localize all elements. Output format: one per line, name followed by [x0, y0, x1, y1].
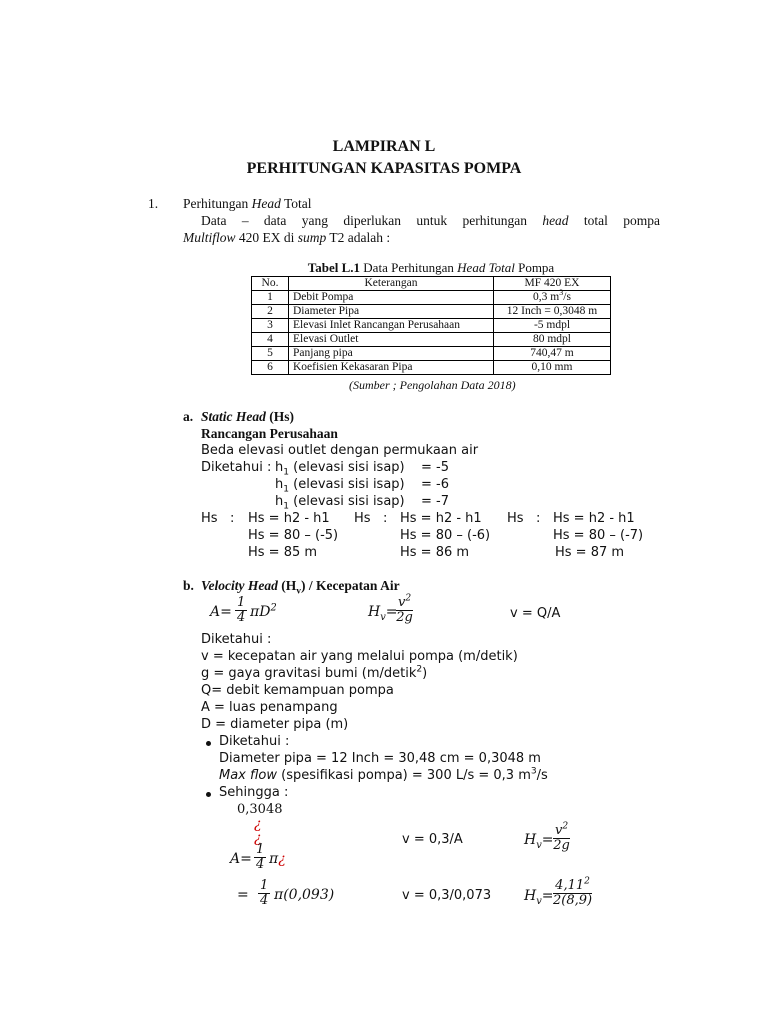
formula-head-fraction: $\frac{v^2}{2g}$ [396, 593, 413, 625]
hs-label: Hs [201, 511, 218, 526]
calc-head2-fraction: $\frac{4,11^2}{2(8,9)}$ [553, 876, 593, 908]
render-error-glyph: ¿ [254, 830, 262, 846]
calc-area-eq2-rhs: π(0,093) [274, 887, 335, 903]
bullet-text: Sehingga : [219, 785, 289, 800]
table-cell: 80 mdpl [494, 333, 611, 347]
table-cell: 3 [252, 319, 289, 333]
render-error-glyph: ¿ [254, 816, 262, 832]
table-cell: Koefisien Kekasaran Pipa [289, 361, 494, 375]
table-cell: Panjang pipa [289, 347, 494, 361]
table-cell: Diameter Pipa [289, 305, 494, 319]
formula-area-fraction: $\frac{1}{4}$ [237, 595, 246, 625]
calc-area-pi: π¿ [269, 851, 286, 867]
table-cell: Elevasi Outlet [289, 333, 494, 347]
given-flow: Max flow (spesifikasi pompa) = 300 L/s = 0,3 $m^3/s$ [219, 766, 548, 783]
hs-formula: Hs = h2 - h1 [553, 511, 635, 526]
table-cell: 1 [252, 291, 289, 305]
h-line: $h_1$ (elevasi sisi isap) [275, 494, 405, 512]
calc-head-lhs: $H_v=$ [524, 832, 554, 851]
hs-formula: Hs = h2 - h1 [400, 511, 482, 526]
definition-line: A = luas penampang [201, 700, 338, 715]
hs-colon: : [383, 511, 388, 526]
table-cell: 4 [252, 333, 289, 347]
hs-formula: Hs = 80 – (-6) [400, 528, 491, 543]
h-line: $h_1$ (elevasi sisi isap) [275, 477, 405, 495]
known-label: Diketahui : [201, 460, 272, 475]
formula-velocity: v = Q/A [510, 606, 561, 621]
table-cell: 6 [252, 361, 289, 375]
table-cell: 0,3 $m^3/s$ [494, 291, 611, 305]
calc-area-eq2-lhs: = [237, 887, 249, 903]
hs-colon: : [230, 511, 235, 526]
table-cell: 0,10 mm [494, 361, 611, 375]
calc-head2-lhs: $H_v=$ [524, 888, 554, 907]
table-header-no: No. [252, 277, 289, 291]
h-value: = -6 [421, 477, 449, 492]
bullet-icon [206, 741, 211, 746]
hs-result: Hs = 87 m [555, 545, 625, 560]
bullet-text: Diketahui : [219, 734, 290, 749]
table-source: (Sumber ; Pengolahan Data 2018) [349, 378, 516, 392]
calc-velocity-2: v = 0,3/0,073 [402, 888, 492, 903]
hs-colon: : [536, 511, 541, 526]
table-row [252, 291, 611, 305]
known-label-b: Diketahui : [201, 632, 272, 647]
table-row [252, 333, 611, 347]
section-paragraph-line1: Data – data yang diperlukan untuk perhitungan head total pompa [201, 213, 660, 228]
section-a-label: a. [183, 409, 194, 424]
calc-area-fraction: $\frac{1}{4}$ [256, 842, 265, 872]
hs-label: Hs [354, 511, 371, 526]
table-header-value: MF 420 EX [494, 277, 611, 291]
page-title-line1: LAMPIRAN L [332, 138, 436, 155]
calc-head-fraction: $\frac{v^2}{2g}$ [553, 821, 570, 853]
table-cell: Elevasi Inlet Rancangan Perusahaan [289, 319, 494, 333]
table-row [252, 347, 611, 361]
table-cell: -5 mdpl [494, 319, 611, 333]
definition-line: D = diameter pipa (m) [201, 717, 349, 732]
table-cell: Debit Pompa [289, 291, 494, 305]
definition-line: Q= debit kemampuan pompa [201, 683, 394, 698]
table-header-keterangan: Keterangan [289, 277, 494, 291]
section-a-title: Static Head (Hs) [201, 409, 294, 424]
page-title-line2: PERHITUNGAN KAPASITAS POMPA [246, 160, 522, 177]
calc-area-eq2-fraction: $\frac{1}{4}$ [260, 878, 269, 908]
section-number: 1. [148, 196, 159, 211]
h-value: = -5 [421, 460, 449, 475]
data-table [251, 276, 611, 375]
table-cell: 5 [252, 347, 289, 361]
section-paragraph-line2: Multiflow 420 EX di sump T2 adalah : [183, 230, 391, 245]
section-title: Perhitungan Head Total [183, 196, 312, 211]
section-b-title: Velocity Head $(H_v)$ / Kecepatan Air [201, 578, 400, 597]
table-caption: Tabel L.1 Data Perhitungan Head Total Pompa [307, 260, 555, 275]
h-value: = -7 [421, 494, 449, 509]
formula-area-lhs: A= [210, 604, 232, 620]
hs-formula: Hs = 80 – (-7) [553, 528, 644, 543]
hs-label: Hs [507, 511, 524, 526]
table-cell: 12 Inch = 0,3048 m [494, 305, 611, 319]
calc-value: 0,3048 [237, 802, 283, 817]
section-a-desc: Beda elevasi outlet dengan permukaan air [201, 443, 479, 458]
table-row [252, 319, 611, 333]
h-line: $h_1$ (elevasi sisi isap) [275, 460, 405, 478]
hs-formula: Hs = h2 - h1 [248, 511, 330, 526]
table-row [252, 361, 611, 375]
section-a-subtitle: Rancangan Perusahaan [201, 426, 338, 441]
definition-line: v = kecepatan air yang melalui pompa (m/detik) [201, 649, 518, 664]
formula-area-rhs: $\pi D^2$ [250, 602, 277, 620]
section-b-label: b. [183, 578, 194, 593]
given-diameter: Diameter pipa = 12 Inch = 30,48 cm = 0,3048 m [219, 751, 541, 766]
table-cell: 740,47 m [494, 347, 611, 361]
hs-result: Hs = 85 m [248, 545, 318, 560]
definition-line: g = gaya gravitasi bumi (m/detik$^2$) [201, 664, 428, 681]
hs-formula: Hs = 80 – (-5) [248, 528, 339, 543]
calc-velocity: v = 0,3/A [402, 832, 463, 847]
formula-head-lhs: $H_v=$ [368, 604, 398, 623]
calc-area-lhs: A= [230, 851, 252, 867]
table-row [252, 305, 611, 319]
table-header-row [252, 277, 611, 291]
hs-result: Hs = 86 m [400, 545, 470, 560]
table-cell: 2 [252, 305, 289, 319]
bullet-icon [206, 792, 211, 797]
